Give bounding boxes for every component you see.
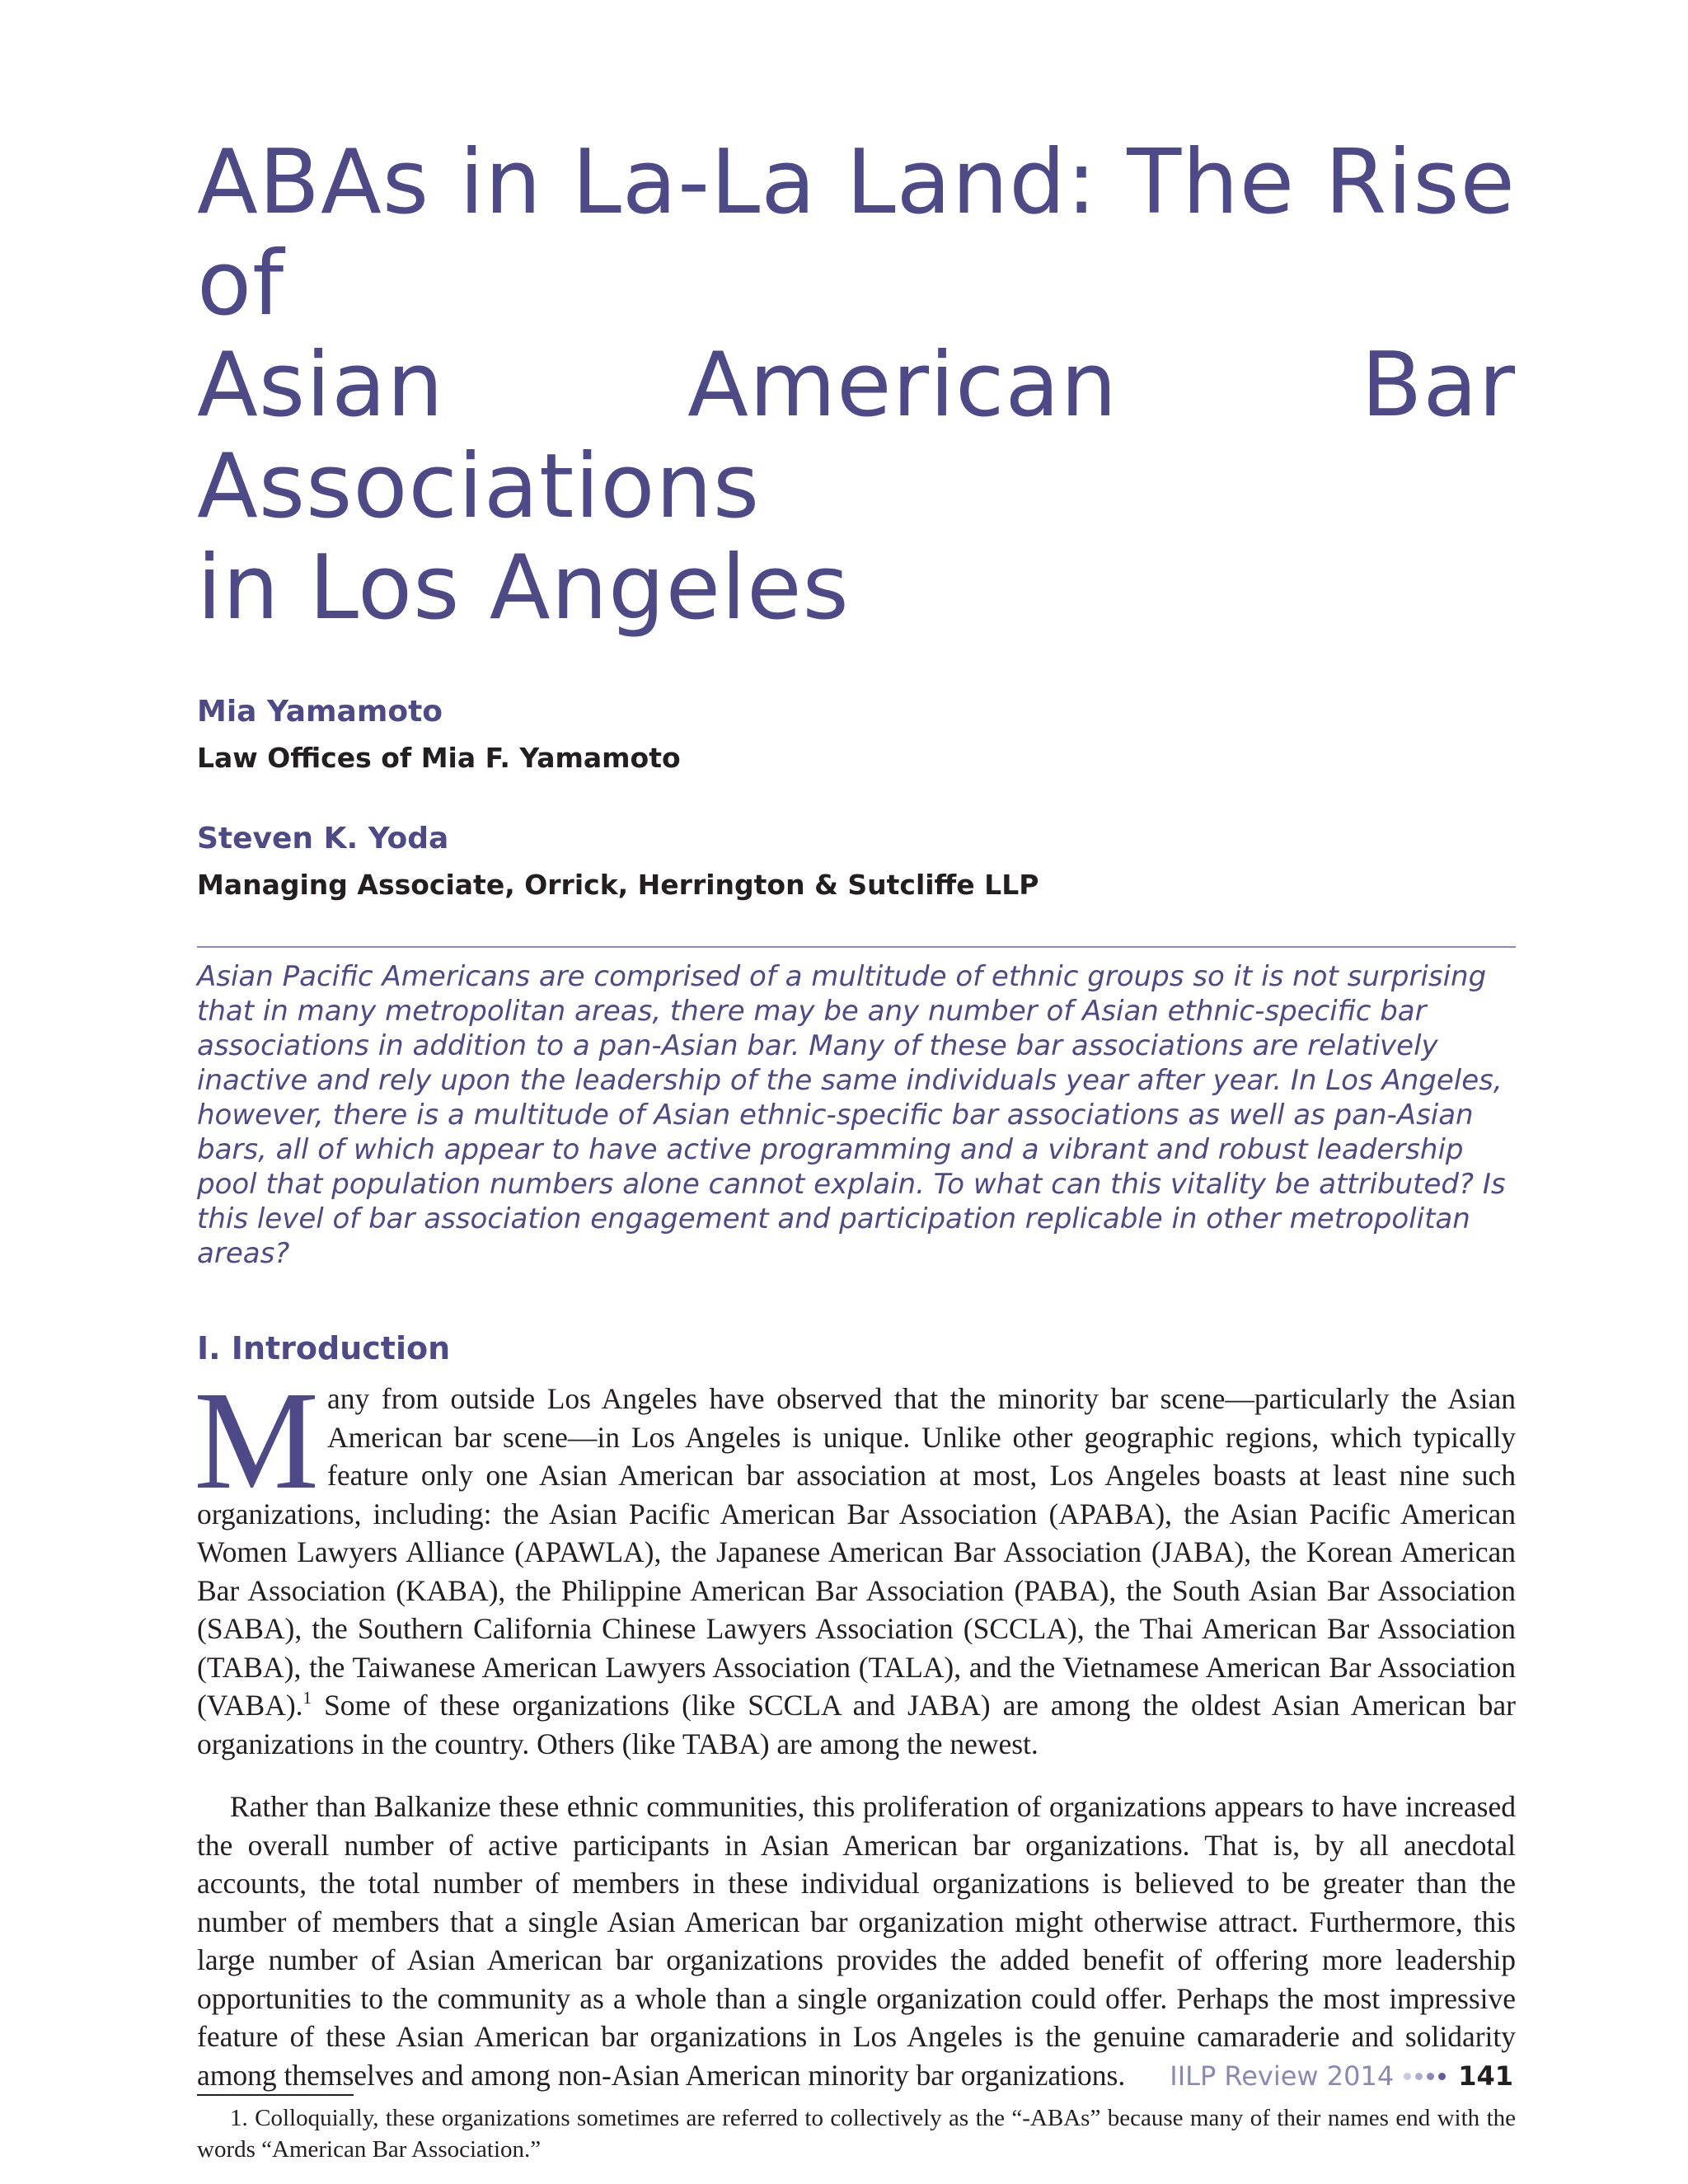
footnote-reference[interactable]: 1 (302, 1688, 312, 1708)
dot-icon (1415, 2073, 1423, 2080)
author-affiliation: Law Offices of Mia F. Yamamoto (197, 742, 681, 774)
section-heading: I. Introduction (197, 1330, 451, 1366)
abstract-divider (197, 946, 1516, 948)
paragraph-text-tail: Some of these organizations (like SCCLA and JABA) are among the oldest Asian American bar organizations in the country. Others (like TABA) are among the newest. (197, 1689, 1516, 1760)
page-number: 141 (1458, 2060, 1513, 2092)
title-line-2: Asian American Bar Associations (197, 334, 1516, 538)
body-paragraph (194, 1362, 1516, 1763)
title-line-1: ABAs in La-La Land: The Rise of (197, 131, 1516, 335)
author-block (197, 692, 1516, 778)
footnote-divider (197, 2094, 354, 2096)
paragraph-text: any from outside Los Angeles have observed that the minority bar scene—particularly the Asian American bar scene—in Los Angeles is unique. Unlike other geographic regions, which typically feature only one Asian American bar association at most, Los Angeles boasts at least nine such organizations, including: the Asian Pacific American Bar Association (APABA), the Asian Pacific American Women Lawyers Alliance (APAWLA), the Japanese American Bar Association (JABA), the Korean American Bar Association (KABA), the Philippine American Bar Association (PABA), the South Asian Bar Association (SABA), the Southern California Chinese Lawyers Association (SCCLA), the Thai American Bar Association (TABA), the Taiwanese American Lawyers Association (TALA), and the Vietnamese American Bar Association (VABA). (197, 1382, 1516, 1722)
author-block (197, 819, 1516, 905)
footer-dots-icon (1404, 2073, 1450, 2080)
journal-name: IILP Review 2014 (1170, 2060, 1395, 2092)
dot-icon (1404, 2073, 1411, 2080)
page-footer (1170, 2060, 1513, 2092)
article-page (194, 131, 1516, 2165)
author-name: Steven K. Yoda (197, 822, 449, 855)
footnote: 1. Colloquially, these organizations sometimes are referred to collectively as the “-ABAs” because many of their names end with the words “American Bar Association.” (197, 2105, 1516, 2163)
title-line-3: in Los Angeles (197, 537, 850, 640)
dot-icon (1438, 2073, 1446, 2080)
author-name: Mia Yamamoto (197, 695, 443, 729)
dot-icon (1427, 2073, 1434, 2080)
author-affiliation: Managing Associate, Orrick, Herrington & Sutcliffe LLP (197, 869, 1039, 901)
abstract: Asian Pacific Americans are comprised of a multitude of ethnic groups so it is not surprising that in many metropolitan areas, there may be any number of Asian ethnic-specific bar associations in addition to a pan-Asian bar. Many of these bar associations are relatively inactive and rely upon the leadership of the same individuals year after year. In Los Angeles, however, there is a multitude of Asian ethnic-specific bar associations as well as pan-Asian bars, all of which appear to have active programming and a vibrant and robust leadership pool that population numbers alone cannot explain. To what can this vitality be attributed? Is this level of bar association engagement and participation replicable in other metropolitan areas? (197, 960, 1506, 1270)
article-title (197, 132, 1516, 639)
body-paragraph: Rather than Balkanize these ethnic communities, this proliferation of organizations appears to have increased the overall number of active participants in Asian American bar organizations. That is, by all anecdotal accounts, the total number of members in these individual organizations is believed to be greater than the number of members that a single Asian American bar organization might otherwise attract. Furthermore, this large number of Asian American bar organizations provides the added benefit of offering more leadership opportunities to the community as a whole than a single organization could offer. Perhaps the most impressive feature of these Asian American bar organizations in Los Angeles is the genuine camaraderie and solidarity among themselves and among non-Asian American minority bar organizations. (197, 1790, 1516, 2092)
drop-cap: M (194, 1362, 320, 1518)
